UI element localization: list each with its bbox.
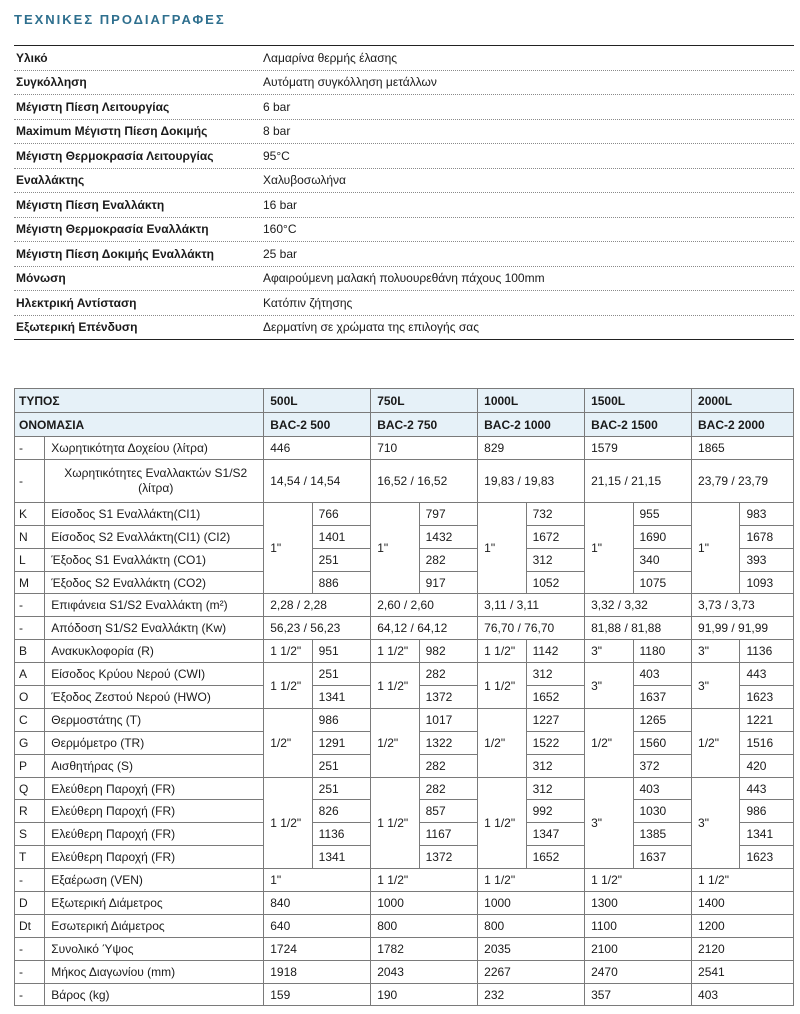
spec-row bbox=[14, 120, 794, 145]
name-cell: BAC-2 2000 bbox=[692, 413, 794, 437]
row-value: 251 bbox=[312, 754, 371, 777]
row-value: 1000 bbox=[371, 892, 478, 915]
row-value: 19,83 / 19,83 bbox=[478, 459, 585, 502]
row-value: 3,32 / 3,32 bbox=[585, 594, 692, 617]
row-code: P bbox=[15, 754, 45, 777]
row-name: Είσοδος Κρύου Νερού (CWI) bbox=[45, 663, 264, 686]
row-value: 2,60 / 2,60 bbox=[371, 594, 478, 617]
row-value: 2,28 / 2,28 bbox=[264, 594, 371, 617]
row-name: Απόδοση S1/S2 Εναλλάκτη (Kw) bbox=[45, 617, 264, 640]
row-code: A bbox=[15, 663, 45, 686]
table-row bbox=[15, 937, 794, 960]
row-value: 76,70 / 76,70 bbox=[478, 617, 585, 640]
row-value: 282 bbox=[419, 548, 478, 571]
row-value: 1341 bbox=[740, 823, 794, 846]
row-code: Q bbox=[15, 777, 45, 800]
spec-label: Μέγιστη Θερμοκρασία Λειτουργίας bbox=[16, 148, 214, 163]
row-value: 282 bbox=[419, 777, 478, 800]
row-name: Χωρητικότητες Εναλλακτών S1/S2 (λίτρα) bbox=[45, 459, 264, 502]
connection-size: 3" bbox=[692, 640, 740, 663]
row-value: 1918 bbox=[264, 960, 371, 983]
table-row bbox=[15, 708, 794, 731]
spec-label: Maximum Μέγιστη Πίεση Δοκιμής bbox=[16, 124, 208, 139]
row-value: 1341 bbox=[312, 686, 371, 709]
row-value: 403 bbox=[692, 983, 794, 1006]
row-value: 1724 bbox=[264, 937, 371, 960]
row-value: 1136 bbox=[740, 640, 794, 663]
spec-row bbox=[14, 218, 794, 243]
row-value: 1300 bbox=[585, 892, 692, 915]
row-value: 1579 bbox=[585, 437, 692, 460]
name-cell: BAC-2 500 bbox=[264, 413, 371, 437]
row-value: 2035 bbox=[478, 937, 585, 960]
row-value: 1560 bbox=[633, 731, 692, 754]
row-code: N bbox=[15, 525, 45, 548]
row-value: 1400 bbox=[692, 892, 794, 915]
row-value: 16,52 / 16,52 bbox=[371, 459, 478, 502]
header-row-name bbox=[15, 413, 794, 437]
row-value: 1865 bbox=[692, 437, 794, 460]
row-value: 64,12 / 64,12 bbox=[371, 617, 478, 640]
connection-size: 1" bbox=[371, 502, 419, 594]
row-value: 640 bbox=[264, 914, 371, 937]
row-value: 710 bbox=[371, 437, 478, 460]
row-value: 1372 bbox=[419, 846, 478, 869]
row-value: 955 bbox=[633, 502, 692, 525]
row-name: Ελεύθερη Παροχή (FR) bbox=[45, 800, 264, 823]
row-value: 1341 bbox=[312, 846, 371, 869]
connection-size: 1" bbox=[264, 502, 312, 594]
row-value: 1432 bbox=[419, 525, 478, 548]
row-value: 1075 bbox=[633, 571, 692, 594]
table-row bbox=[15, 914, 794, 937]
spec-row bbox=[14, 46, 794, 71]
spec-label: Ηλεκτρική Αντίσταση bbox=[16, 295, 137, 310]
row-name: Επιφάνεια S1/S2 Εναλλάκτη (m²) bbox=[45, 594, 264, 617]
row-value: 21,15 / 21,15 bbox=[585, 459, 692, 502]
connection-size: 3" bbox=[585, 640, 633, 663]
row-value: 857 bbox=[419, 800, 478, 823]
row-value: 312 bbox=[526, 777, 585, 800]
name-cell: BAC-2 1000 bbox=[478, 413, 585, 437]
page-title: ΤΕΧΝΙΚΕΣ ΠΡΟΔΙΑΓΡΑΦΕΣ bbox=[14, 12, 226, 27]
row-value: 1 1/2" bbox=[585, 869, 692, 892]
row-name: Συνολικό Ύψος bbox=[45, 937, 264, 960]
type-cell: 2000L bbox=[692, 389, 794, 413]
row-code: C bbox=[15, 708, 45, 731]
row-value: 1 1/2" bbox=[478, 869, 585, 892]
row-name: Έξοδος Ζεστού Νερού (HWO) bbox=[45, 686, 264, 709]
row-value: 1030 bbox=[633, 800, 692, 823]
connection-size: 1 1/2" bbox=[264, 777, 312, 869]
name-cell: BAC-2 750 bbox=[371, 413, 478, 437]
row-value: 159 bbox=[264, 983, 371, 1006]
spec-value: Αυτόματη συγκόλληση μετάλλων bbox=[263, 75, 437, 90]
row-value: 312 bbox=[526, 663, 585, 686]
spec-value: 6 bar bbox=[263, 99, 291, 114]
connection-size: 3" bbox=[585, 663, 633, 709]
row-name: Βάρος (kg) bbox=[45, 983, 264, 1006]
row-value: 1623 bbox=[740, 846, 794, 869]
row-value: 1167 bbox=[419, 823, 478, 846]
spec-row bbox=[14, 291, 794, 316]
table-row bbox=[15, 459, 794, 502]
row-value: 282 bbox=[419, 663, 478, 686]
row-value: 1" bbox=[264, 869, 371, 892]
name-cell: BAC-2 1500 bbox=[585, 413, 692, 437]
row-value: 1678 bbox=[740, 525, 794, 548]
spec-table bbox=[14, 45, 794, 340]
connection-size: 1" bbox=[478, 502, 526, 594]
type-header: ΤΥΠΟΣ bbox=[15, 389, 264, 413]
row-value: 1052 bbox=[526, 571, 585, 594]
row-value: 372 bbox=[633, 754, 692, 777]
row-value: 2267 bbox=[478, 960, 585, 983]
row-code: - bbox=[15, 437, 45, 460]
row-value: 1385 bbox=[633, 823, 692, 846]
spec-row bbox=[14, 95, 794, 120]
row-value: 2541 bbox=[692, 960, 794, 983]
connection-size: 1" bbox=[585, 502, 633, 594]
spec-value: 160°C bbox=[263, 222, 297, 237]
spec-row bbox=[14, 193, 794, 218]
row-value: 1652 bbox=[526, 686, 585, 709]
type-cell: 1500L bbox=[585, 389, 692, 413]
row-value: 14,54 / 14,54 bbox=[264, 459, 371, 502]
row-value: 3,73 / 3,73 bbox=[692, 594, 794, 617]
row-value: 1516 bbox=[740, 731, 794, 754]
row-value: 1322 bbox=[419, 731, 478, 754]
row-value: 826 bbox=[312, 800, 371, 823]
dimensions-table bbox=[14, 388, 794, 1006]
row-value: 1637 bbox=[633, 846, 692, 869]
spec-value: Λαμαρίνα θερμής έλασης bbox=[263, 50, 398, 65]
row-code: L bbox=[15, 548, 45, 571]
connection-size: 1 1/2" bbox=[371, 640, 419, 663]
row-value: 1637 bbox=[633, 686, 692, 709]
row-value: 3,11 / 3,11 bbox=[478, 594, 585, 617]
connection-size: 1/2" bbox=[371, 708, 419, 777]
connection-size: 3" bbox=[692, 663, 740, 709]
row-value: 1136 bbox=[312, 823, 371, 846]
row-value: 56,23 / 56,23 bbox=[264, 617, 371, 640]
row-value: 1652 bbox=[526, 846, 585, 869]
type-cell: 1000L bbox=[478, 389, 585, 413]
row-value: 251 bbox=[312, 548, 371, 571]
row-value: 1265 bbox=[633, 708, 692, 731]
row-value: 917 bbox=[419, 571, 478, 594]
table-body bbox=[15, 389, 794, 1006]
spec-row bbox=[14, 267, 794, 292]
row-value: 312 bbox=[526, 754, 585, 777]
row-value: 251 bbox=[312, 777, 371, 800]
row-value: 443 bbox=[740, 663, 794, 686]
row-code: D bbox=[15, 892, 45, 915]
header-row-type bbox=[15, 389, 794, 413]
row-value: 800 bbox=[371, 914, 478, 937]
row-name: Έξοδος S1 Εναλλάκτη (CO1) bbox=[45, 548, 264, 571]
row-value: 986 bbox=[312, 708, 371, 731]
row-code: R bbox=[15, 800, 45, 823]
row-value: 886 bbox=[312, 571, 371, 594]
row-name: Χωρητικότητα Δοχείου (λίτρα) bbox=[45, 437, 264, 460]
table-row bbox=[15, 869, 794, 892]
connection-size: 1 1/2" bbox=[371, 663, 419, 709]
spec-label: Υλικό bbox=[16, 50, 48, 65]
row-value: 1100 bbox=[585, 914, 692, 937]
row-value: 1347 bbox=[526, 823, 585, 846]
row-value: 1227 bbox=[526, 708, 585, 731]
row-value: 2100 bbox=[585, 937, 692, 960]
row-code: - bbox=[15, 937, 45, 960]
table-row bbox=[15, 892, 794, 915]
connection-size: 3" bbox=[692, 777, 740, 869]
connection-size: 1 1/2" bbox=[478, 663, 526, 709]
row-code: B bbox=[15, 640, 45, 663]
spec-row bbox=[14, 144, 794, 169]
row-name: Ελεύθερη Παροχή (FR) bbox=[45, 846, 264, 869]
connection-size: 1/2" bbox=[264, 708, 312, 777]
spec-row bbox=[14, 71, 794, 96]
type-cell: 500L bbox=[264, 389, 371, 413]
row-name: Θερμοστάτης (T) bbox=[45, 708, 264, 731]
row-name: Ελεύθερη Παροχή (FR) bbox=[45, 777, 264, 800]
row-value: 443 bbox=[740, 777, 794, 800]
row-code: - bbox=[15, 960, 45, 983]
row-value: 1093 bbox=[740, 571, 794, 594]
row-name: Εξαέρωση (VEN) bbox=[45, 869, 264, 892]
row-name: Μήκος Διαγωνίου (mm) bbox=[45, 960, 264, 983]
row-value: 840 bbox=[264, 892, 371, 915]
row-value: 312 bbox=[526, 548, 585, 571]
row-value: 23,79 / 23,79 bbox=[692, 459, 794, 502]
row-value: 403 bbox=[633, 777, 692, 800]
row-value: 446 bbox=[264, 437, 371, 460]
row-value: 357 bbox=[585, 983, 692, 1006]
row-name: Εξωτερική Διάμετρος bbox=[45, 892, 264, 915]
table-row bbox=[15, 502, 794, 525]
table-row bbox=[15, 983, 794, 1006]
row-code: G bbox=[15, 731, 45, 754]
row-value: 190 bbox=[371, 983, 478, 1006]
row-code: T bbox=[15, 846, 45, 869]
row-value: 232 bbox=[478, 983, 585, 1006]
connection-size: 1 1/2" bbox=[478, 640, 526, 663]
row-value: 2043 bbox=[371, 960, 478, 983]
table-row bbox=[15, 960, 794, 983]
row-code: - bbox=[15, 869, 45, 892]
row-value: 91,99 / 91,99 bbox=[692, 617, 794, 640]
spec-value: Αφαιρούμενη μαλακή πολυουρεθάνη πάχους 100mm bbox=[263, 271, 545, 286]
row-code: - bbox=[15, 459, 45, 502]
row-value: 340 bbox=[633, 548, 692, 571]
row-value: 1291 bbox=[312, 731, 371, 754]
row-value: 951 bbox=[312, 640, 371, 663]
spec-value: Δερματίνη σε χρώματα της επιλογής σας bbox=[263, 320, 479, 335]
row-value: 1372 bbox=[419, 686, 478, 709]
spec-label: Μέγιστη Πίεση Λειτουργίας bbox=[16, 99, 170, 114]
table-row bbox=[15, 663, 794, 686]
row-name: Θερμόμετρο (TR) bbox=[45, 731, 264, 754]
row-code: - bbox=[15, 983, 45, 1006]
connection-size: 1 1/2" bbox=[478, 777, 526, 869]
row-value: 1623 bbox=[740, 686, 794, 709]
type-cell: 750L bbox=[371, 389, 478, 413]
row-value: 1200 bbox=[692, 914, 794, 937]
row-name: Ανακυκλοφορία (R) bbox=[45, 640, 264, 663]
spec-label: Μόνωση bbox=[16, 271, 66, 286]
row-value: 393 bbox=[740, 548, 794, 571]
row-value: 1782 bbox=[371, 937, 478, 960]
row-value: 986 bbox=[740, 800, 794, 823]
spec-label: Εναλλάκτης bbox=[16, 173, 85, 188]
spec-row bbox=[14, 242, 794, 267]
connection-size: 1/2" bbox=[585, 708, 633, 777]
row-value: 1522 bbox=[526, 731, 585, 754]
row-value: 1672 bbox=[526, 525, 585, 548]
row-value: 1142 bbox=[526, 640, 585, 663]
spec-row bbox=[14, 316, 794, 340]
row-code: S bbox=[15, 823, 45, 846]
spec-value: 25 bar bbox=[263, 246, 298, 261]
spec-value: Χαλυβοσωλήνα bbox=[263, 173, 346, 188]
row-name: Αισθητήρας (S) bbox=[45, 754, 264, 777]
table-row bbox=[15, 640, 794, 663]
spec-label: Εξωτερική Επένδυση bbox=[16, 320, 138, 335]
spec-value: 16 bar bbox=[263, 197, 298, 212]
connection-size: 1 1/2" bbox=[264, 640, 312, 663]
row-name: Είσοδος S2 Εναλλάκτη(CI1) (CI2) bbox=[45, 525, 264, 548]
spec-value: 8 bar bbox=[263, 124, 291, 139]
row-value: 1401 bbox=[312, 525, 371, 548]
connection-size: 1/2" bbox=[478, 708, 526, 777]
row-value: 2470 bbox=[585, 960, 692, 983]
table-row bbox=[15, 594, 794, 617]
row-value: 282 bbox=[419, 754, 478, 777]
row-value: 1690 bbox=[633, 525, 692, 548]
row-name: Είσοδος S1 Εναλλάκτη(CI1) bbox=[45, 502, 264, 525]
row-code: O bbox=[15, 686, 45, 709]
connection-size: 1 1/2" bbox=[371, 777, 419, 869]
spec-value: Κατόπιν ζήτησης bbox=[263, 295, 353, 310]
row-value: 982 bbox=[419, 640, 478, 663]
spec-label: Μέγιστη Πίεση Εναλλάκτη bbox=[16, 197, 165, 212]
table-row bbox=[15, 617, 794, 640]
row-code: M bbox=[15, 571, 45, 594]
row-value: 992 bbox=[526, 800, 585, 823]
row-value: 81,88 / 81,88 bbox=[585, 617, 692, 640]
table-row bbox=[15, 777, 794, 800]
row-value: 1 1/2" bbox=[692, 869, 794, 892]
row-name: Εσωτερική Διάμετρος bbox=[45, 914, 264, 937]
row-value: 1 1/2" bbox=[371, 869, 478, 892]
spec-label: Συγκόλληση bbox=[16, 75, 87, 90]
row-name: Έξοδος S2 Εναλλάκτη (CO2) bbox=[45, 571, 264, 594]
row-value: 251 bbox=[312, 663, 371, 686]
spec-row bbox=[14, 169, 794, 194]
row-code: K bbox=[15, 502, 45, 525]
row-value: 1180 bbox=[633, 640, 692, 663]
row-name: Ελεύθερη Παροχή (FR) bbox=[45, 823, 264, 846]
row-value: 829 bbox=[478, 437, 585, 460]
spec-label: Μέγιστη Θερμοκρασία Εναλλάκτη bbox=[16, 222, 209, 237]
row-value: 800 bbox=[478, 914, 585, 937]
row-value: 403 bbox=[633, 663, 692, 686]
connection-size: 1" bbox=[692, 502, 740, 594]
row-value: 1221 bbox=[740, 708, 794, 731]
row-code: Dt bbox=[15, 914, 45, 937]
spec-value: 95°C bbox=[263, 148, 290, 163]
row-value: 797 bbox=[419, 502, 478, 525]
row-code: - bbox=[15, 617, 45, 640]
connection-size: 1/2" bbox=[692, 708, 740, 777]
row-value: 1017 bbox=[419, 708, 478, 731]
row-value: 2120 bbox=[692, 937, 794, 960]
name-header: ΟΝΟΜΑΣΙΑ bbox=[15, 413, 264, 437]
row-value: 983 bbox=[740, 502, 794, 525]
spec-label: Μέγιστη Πίεση Δοκιμής Εναλλάκτη bbox=[16, 246, 215, 261]
row-value: 1000 bbox=[478, 892, 585, 915]
row-code: - bbox=[15, 594, 45, 617]
table-row bbox=[15, 437, 794, 460]
row-value: 766 bbox=[312, 502, 371, 525]
connection-size: 3" bbox=[585, 777, 633, 869]
row-value: 732 bbox=[526, 502, 585, 525]
connection-size: 1 1/2" bbox=[264, 663, 312, 709]
row-value: 420 bbox=[740, 754, 794, 777]
